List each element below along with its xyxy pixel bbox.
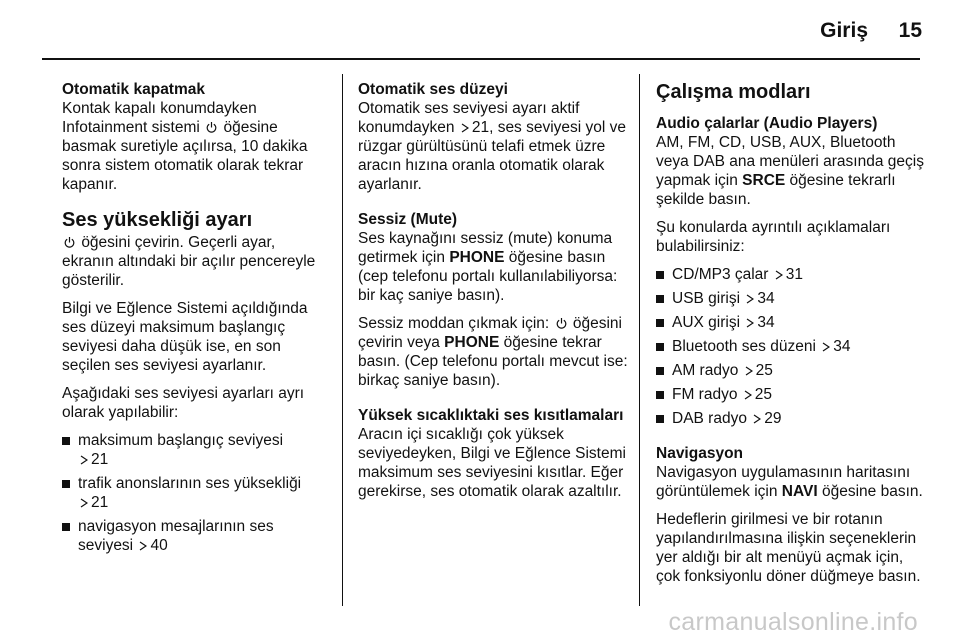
- page-header: [0, 0, 960, 60]
- bullet-icon: [62, 480, 70, 488]
- list-item: [62, 431, 330, 469]
- source-list: [656, 265, 924, 428]
- page-ref: 25: [755, 362, 773, 379]
- paragraph-audio-players-b: öğesine tekrarlı şekilde basın.: [656, 172, 896, 208]
- bullet-icon: [656, 319, 664, 327]
- list-item-text: AM radyo: [672, 362, 739, 379]
- list-item-text: USB girişi: [672, 290, 741, 307]
- paragraph-mute-a: Ses kaynağını sessiz (mute) konuma getirmek için: [358, 230, 613, 266]
- page-ref: 25: [754, 386, 773, 403]
- paragraph-navigation-b: öğesine basın.: [822, 483, 923, 500]
- paragraph-volume-text: öğesini çevirin. Geçerli ayar, ekranın altındaki bir açılır pencereyle gösterilir.: [62, 234, 316, 289]
- list-item: [656, 313, 924, 332]
- bullet-icon: [656, 271, 664, 279]
- navi-key-label: NAVI: [781, 483, 818, 500]
- list-item: [656, 385, 924, 404]
- page-ref: 21: [91, 451, 109, 468]
- paragraph-separate-settings: Aşağıdaki ses seviyesi ayarları ayrı olarak yapılabilir:: [62, 385, 305, 421]
- subheading-auto-off: Otomatik kapatmak: [62, 81, 205, 98]
- heading-volume: Ses yüksekliği ayarı: [62, 209, 253, 231]
- subheading-auto-volume: Otomatik ses düzeyi: [358, 81, 508, 98]
- paragraph-audio-players: [656, 133, 924, 209]
- bullet-icon: [656, 415, 664, 423]
- page-ref: 21: [91, 494, 109, 511]
- column-middle: [358, 80, 628, 510]
- list-item-text: Bluetooth ses düzeni: [672, 338, 816, 355]
- page-ref: 21: [471, 119, 490, 136]
- list-item: [62, 517, 330, 555]
- paragraph-unmute-c: öğesine tekrar basın. (Cep telefonu portalı mevcut ise: birkaç saniye basın).: [358, 334, 628, 389]
- list-item: [656, 289, 924, 308]
- subheading-high-temp: Yüksek sıcaklıktaki ses kısıtlamaları: [358, 407, 624, 424]
- paragraph-start-volume: Bilgi ve Eğlence Sistemi açıldığında ses düzeyi maksimum başlangıç seviyesi daha düşük ise, en son seçilen ses seviyesi ayarlanır.: [62, 300, 308, 374]
- subheading-audio-players: Audio çalarlar (Audio Players): [656, 115, 878, 132]
- column-right: [656, 80, 924, 595]
- triangle-right-icon: [80, 455, 88, 465]
- column-left: [62, 80, 330, 564]
- watermark: carmanualsonline.info: [668, 608, 918, 636]
- volume-settings-list: [62, 431, 330, 555]
- paragraph-auto-off-a: Kontak kapalı konumdayken Infotainment sistemi: [62, 100, 257, 136]
- list-item: [656, 409, 924, 428]
- paragraph-navigation-a: Navigasyon uygulamasının haritasını görüntülemek için: [656, 464, 911, 500]
- triangle-right-icon: [822, 342, 830, 352]
- list-item-text: DAB radyo: [672, 410, 747, 427]
- list-item-text: CD/MP3 çalar: [672, 266, 769, 283]
- column-divider-1: [342, 74, 343, 606]
- paragraph-audio-players-a: AM, FM, CD, USB, AUX, Bluetooth veya DAB ana menüleri arasında geçiş yapmak için: [656, 134, 924, 189]
- page-ref: 31: [785, 266, 804, 283]
- bullet-icon: [656, 391, 664, 399]
- triangle-right-icon: [461, 123, 469, 133]
- paragraph-unmute-b: öğesini çevirin veya: [358, 315, 622, 351]
- triangle-right-icon: [746, 318, 754, 328]
- paragraph-high-temp: Aracın içi sıcaklığı çok yüksek seviyedeyken, Bilgi ve Eğlence Sistemi maksimum ses seviyesini kısıtlar. Eğer gerekirse, ses otomatik olarak azaltılır.: [358, 426, 626, 500]
- header-divider: [42, 58, 920, 60]
- paragraph-unmute-a: Sessiz moddan çıkmak için:: [358, 315, 550, 332]
- triangle-right-icon: [753, 414, 761, 424]
- power-knob-icon: [206, 121, 217, 134]
- heading-operating-modes: Çalışma modları: [656, 81, 811, 103]
- paragraph-mute-b: öğesine basın (cep telefonu portalı kullanılabiliyorsa: bir kaç saniye basın).: [358, 249, 618, 304]
- page-number: 15: [898, 19, 922, 42]
- triangle-right-icon: [745, 366, 753, 376]
- phone-key-label: PHONE: [444, 334, 500, 351]
- paragraph-destinations: Hedeflerin girilmesi ve bir rotanın yapılandırılmasına ilişkin seçeneklerin yer aldığı bir alt menüyü açmak için, çok fonksiyonlu döner düğmeye basın.: [656, 511, 921, 585]
- power-knob-icon: [556, 317, 567, 330]
- list-item-text: navigasyon mesajlarının ses seviyesi: [78, 518, 274, 554]
- list-item-text: AUX girişi: [672, 314, 741, 331]
- paragraph-auto-volume: [358, 99, 628, 194]
- section-title: Giriş: [820, 19, 868, 42]
- column-divider-2: [639, 74, 640, 606]
- paragraph-mute: [358, 229, 628, 305]
- paragraph-volume: [62, 233, 330, 290]
- paragraph-auto-off: [62, 99, 330, 194]
- paragraph-auto-volume-a: Otomatik ses seviyesi ayarı aktif konumdayken: [358, 100, 580, 136]
- page-ref: 40: [150, 537, 168, 554]
- subheading-mute: Sessiz (Mute): [358, 211, 458, 228]
- list-item-text: maksimum başlangıç seviyesi: [78, 432, 284, 449]
- paragraph-unmute: [358, 314, 628, 390]
- triangle-right-icon: [744, 390, 752, 400]
- page-ref: 34: [833, 338, 851, 355]
- phone-key-label: PHONE: [449, 249, 505, 266]
- page-ref: 29: [764, 410, 782, 427]
- paragraph-auto-volume-b: , ses seviyesi yol ve rüzgar gürültüsünü telafi etmek üzre aracın hızına oranla otomatik olarak ayarlanır.: [358, 119, 627, 193]
- list-item: [656, 361, 924, 380]
- list-item: [656, 337, 924, 356]
- list-item-text: FM radyo: [672, 386, 738, 403]
- list-item: [62, 474, 330, 512]
- subheading-navigation: Navigasyon: [656, 445, 744, 462]
- bullet-icon: [656, 295, 664, 303]
- page-ref: 34: [757, 314, 775, 331]
- power-knob-icon: [64, 236, 75, 249]
- paragraph-details: Şu konularda ayrıntılı açıklamaları bulabilirsiniz:: [656, 219, 891, 255]
- list-item-text: trafik anonslarının ses yüksekliği: [78, 475, 302, 492]
- paragraph-auto-off-b: öğesine basmak suretiyle açılırsa, 10 dakika sonra sistem otomatik olarak tekrar kapanır.: [62, 119, 308, 193]
- srce-key-label: SRCE: [742, 172, 786, 189]
- bullet-icon: [656, 367, 664, 375]
- bullet-icon: [656, 343, 664, 351]
- triangle-right-icon: [775, 270, 783, 280]
- bullet-icon: [62, 523, 70, 531]
- paragraph-navigation: [656, 463, 924, 501]
- triangle-right-icon: [80, 498, 88, 508]
- page-ref: 34: [757, 290, 775, 307]
- triangle-right-icon: [139, 541, 147, 551]
- list-item: [656, 265, 924, 284]
- triangle-right-icon: [746, 294, 754, 304]
- bullet-icon: [62, 437, 70, 445]
